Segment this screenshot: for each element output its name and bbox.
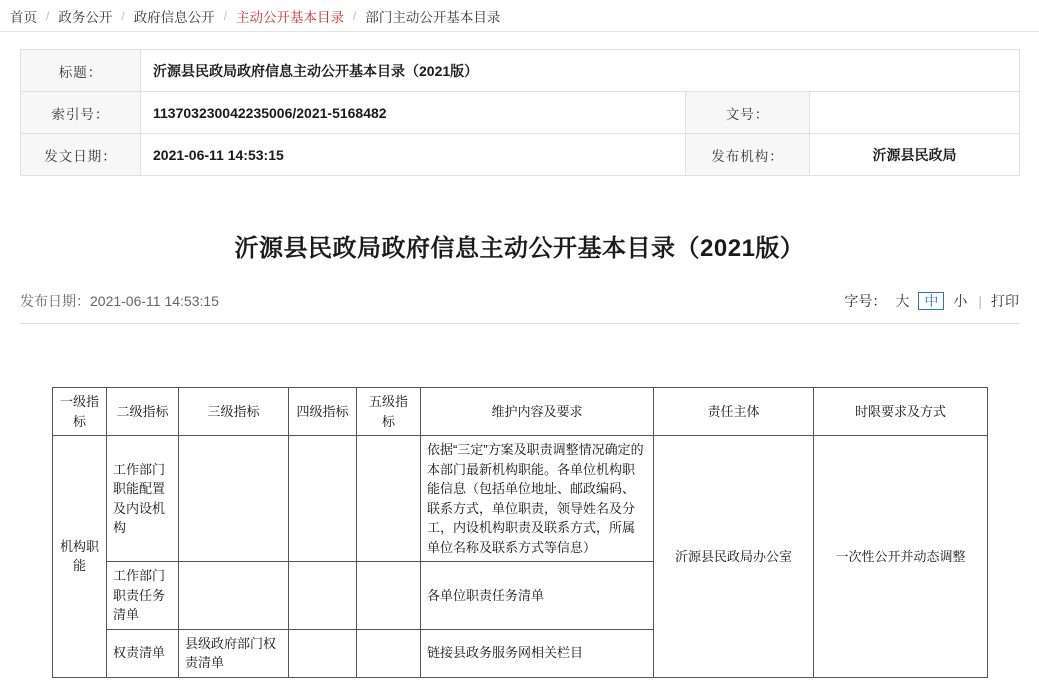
meta-label-pub-date: 发文日期： [21,134,141,176]
col-header-level2: 二级指标 [107,388,179,436]
breadcrumb-item-basic-catalog[interactable]: 主动公开基本目录 [236,9,345,25]
tools-divider: | [978,293,982,309]
table-row [21,50,1020,92]
cell-owner: 沂源县民政局办公室 [654,436,814,678]
cell-level3: 县级政府部门权责清单 [179,629,289,677]
cell-level2: 工作部门职能配置及内设机构 [107,436,179,562]
cell-deadline: 一次性公开并动态调整 [814,436,988,678]
page-title: 沂源县民政局政府信息主动公开基本目录（2021版） [234,235,805,262]
meta-value-org: 沂源县民政局 [810,134,1020,176]
meta-label-org: 发布机构： [686,134,810,176]
col-header-level3: 三级指标 [179,388,289,436]
cell-level3 [179,436,289,562]
cell-level4 [289,629,357,677]
font-size-label: 字号： [844,293,887,309]
col-header-level4: 四级指标 [289,388,357,436]
cell-level4 [289,436,357,562]
cell-level5 [357,629,421,677]
meta-label-title: 标题： [21,50,141,92]
print-button[interactable]: 打印 [991,293,1019,309]
table-row [21,92,1020,134]
cell-level3 [179,562,289,630]
table-row [53,436,988,562]
breadcrumb-item-home[interactable]: 首页 [10,9,37,25]
col-header-owner: 责任主体 [654,388,814,436]
meta-value-index: 113703230042235006/2021-5168482 [141,92,686,134]
meta-value-doc-no [810,92,1020,134]
breadcrumb-separator: / [46,8,50,23]
table-header-row [53,388,988,436]
breadcrumb-item-info-disclosure[interactable]: 政府信息公开 [133,9,215,25]
article-subheader [20,291,1019,324]
cell-content: 链接县政务服务网相关栏目 [421,629,654,677]
font-size-large-button[interactable]: 大 [895,293,910,309]
meta-table [20,49,1020,176]
breadcrumb [0,0,1039,32]
cell-level4 [289,562,357,630]
cell-level2: 权责清单 [107,629,179,677]
table-row [21,134,1020,176]
publish-date: 发布日期：2021-06-11 14:53:15 [20,293,219,309]
meta-label-doc-no: 文号： [686,92,810,134]
meta-value-pub-date: 2021-06-11 14:53:15 [141,134,686,176]
col-header-level1: 一级指标 [53,388,107,436]
breadcrumb-item-department-basic-catalog[interactable]: 部门主动公开基本目录 [365,9,501,25]
catalog-table [52,387,988,678]
cell-level2: 工作部门职责任务清单 [107,562,179,630]
cell-level1: 机构职能 [53,436,107,678]
font-size-medium-button[interactable]: 中 [918,292,944,310]
breadcrumb-separator: / [353,8,357,23]
cell-content: 依据“三定”方案及职责调整情况确定的本部门最新机构职能。各单位机构职能信息（包括单位地址、邮政编码、联系方式，单位职责，领导姓名及分工，内设机构职责及联系方式，所属单位名称及联系方式等信息） [421,436,654,562]
cell-content: 各单位职责任务清单 [421,562,654,630]
article-body [0,387,1039,678]
breadcrumb-item-government-affairs[interactable]: 政务公开 [58,9,113,25]
meta-value-title: 沂源县民政局政府信息主动公开基本目录（2021版） [141,50,1020,92]
cell-level5 [357,562,421,630]
col-header-content: 维护内容及要求 [421,388,654,436]
article-tools [844,291,1019,311]
cell-level5 [357,436,421,562]
breadcrumb-separator: / [223,8,228,23]
meta-label-index: 索引号： [21,92,141,134]
breadcrumb-separator: / [121,8,125,23]
font-size-small-button[interactable]: 小 [953,293,968,309]
document-meta [0,32,1039,176]
col-header-deadline: 时限要求及方式 [814,388,988,436]
col-header-level5: 五级指标 [357,388,421,436]
